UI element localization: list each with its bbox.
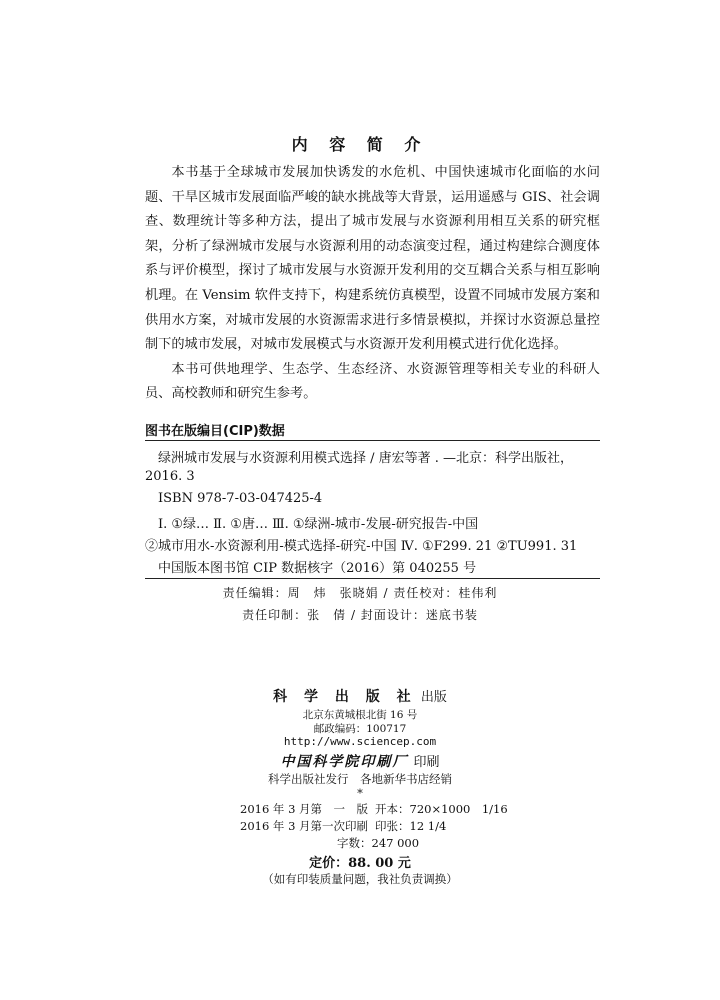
sheets-info: 印张：12 1/4 [375,819,447,833]
cip-line: ②城市用水-水资源利用-模式选择-研究-中国 Ⅳ. ①F299. 21 ②TU991. 31 [145,539,578,554]
summary-text [145,161,600,407]
cip-record-number: 中国版本图书馆 CIP 数据核字（2016）第 040255 号 [158,561,477,576]
divider [145,440,600,441]
printing-info: 2016 年 3 月第一次印刷 [240,819,369,833]
publisher-action: 出版 [420,690,447,705]
page-title: 内 容 简 介 [291,135,429,154]
price: 定价：88. 00 元 [309,856,411,871]
quality-note: （如有印装质量问题，我社负责调换） [262,872,458,886]
publisher-url: http://www.sciencep.com [283,735,437,748]
divider [145,578,600,579]
format-info: 开本：720×1000 1/16 [375,802,508,816]
printer-action: 印刷 [413,755,440,770]
editor-credits: 责任编辑：周 炜 张晓娟 / 责任校对：桂伟利 [222,586,498,600]
publisher-address: 北京东黄城根北街 16 号 [302,709,418,721]
printer-name: 中国科学院印刷厂 [280,754,409,770]
cip-isbn: ISBN 978-7-03-047425-4 [158,491,323,506]
distribution-line: 科学出版社发行 各地新华书店经销 [268,772,452,786]
summary-paragraph: 本书基于全球城市发展加快诱发的水危机、中国快速城市化面临的水问题、干旱区城市发展面临严峻的缺水挑战等大背景，运用遥感与 GIS、社会调查、数理统计等多种方法，提出了城市发展与水资源利用相互关系的研究框架，分析了绿洲城市发展与水资源利用的动态演变过程，通过构建综合测度体系与评价模型，探讨了城市发展与水资源开发利用的交互耦合关系与相互影响机理。在 Vensim 软件支持下，构建系统仿真模型，设置不同城市发展方案和供用水方案，对城市发展的水资源需求进行多情景模拟，并探讨水资源总量控制下的城市发展，对城市发展模式与水资源开发利用模式进行优化选择。 [145,165,600,353]
cip-line: 绿洲城市发展与水资源利用模式选择 / 唐宏等著 . —北京：科学出版社， [158,451,574,466]
publisher-postcode: 邮政编码：100717 [313,723,407,735]
star-divider: * [357,786,363,800]
publisher-name: 科 学 出 版 社 [273,689,417,705]
summary-paragraph: 本书可供地理学、生态学、生态经济、水资源管理等相关专业的科研人员、高校教师和研究生参考。 [145,361,600,402]
printer-line [0,751,720,771]
cip-line: 2016. 3 [145,469,195,484]
cip-heading: 图书在版编目(CIP)数据 [145,424,285,439]
edition-info: 2016 年 3 月第 一 版 [240,802,369,816]
production-credits: 责任印制：张 倩 / 封面设计：迷底书装 [242,608,478,622]
cip-line: Ⅰ. ①绿… Ⅱ. ①唐… Ⅲ. ①绿洲-城市-发展-研究报告-中国 [158,517,479,532]
publisher-line [0,686,720,706]
word-count: 字数：247 000 [337,836,420,850]
